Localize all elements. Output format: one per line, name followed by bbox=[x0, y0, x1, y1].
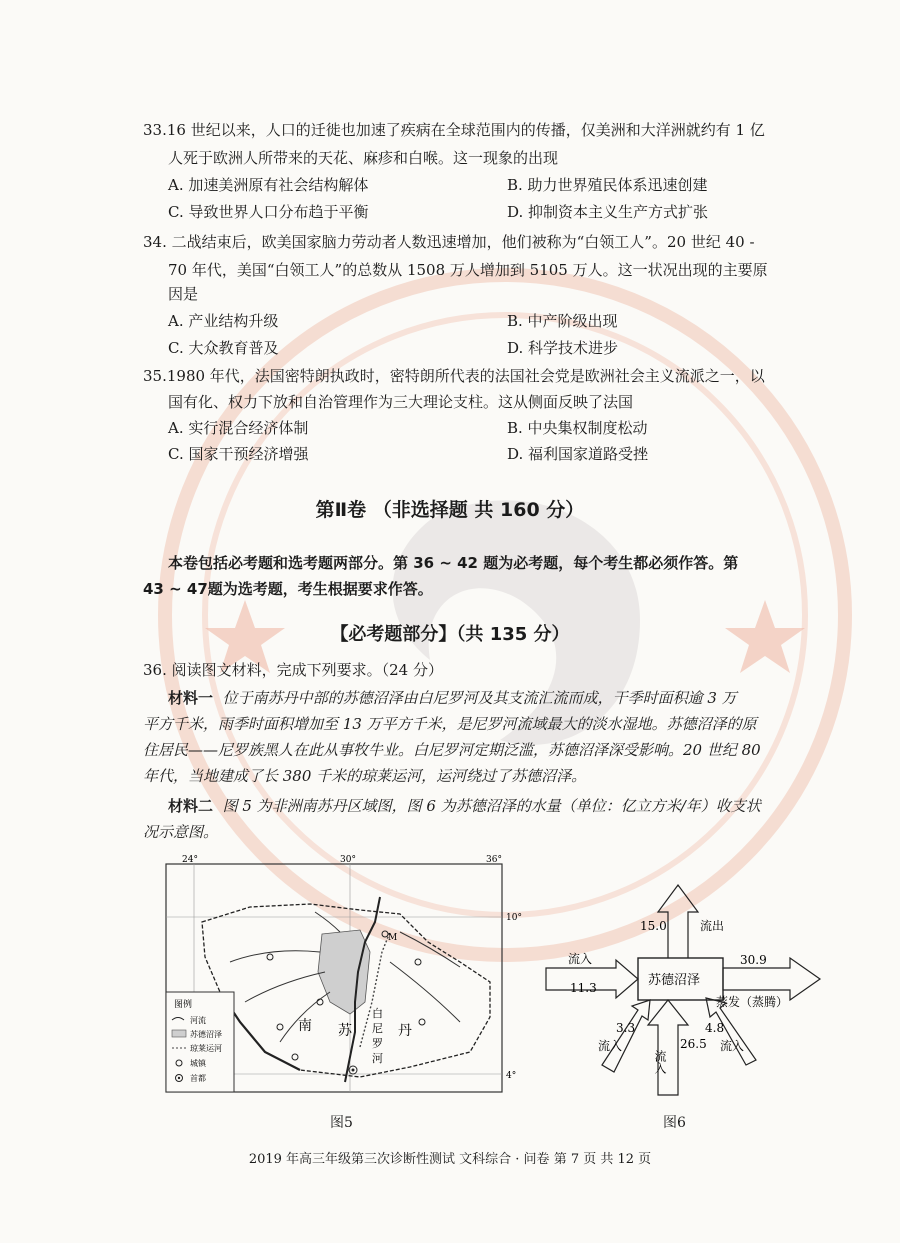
tributary-river bbox=[245, 972, 325, 1002]
q33-option-a: A. 加速美洲原有社会结构解体 bbox=[168, 176, 369, 194]
map-label-ni: 尼 bbox=[372, 1022, 383, 1035]
q36-material1-line2: 平方千米，雨季时面积增加至 13 万平方千米，是尼罗河流域最大的淡水湿地。苏德沼泽的原 bbox=[143, 715, 757, 733]
map-label-he: 河 bbox=[372, 1052, 383, 1065]
town-marker bbox=[415, 959, 421, 965]
inflow-left-value: 11.3 bbox=[570, 981, 597, 995]
q34-option-a: A. 产业结构升级 bbox=[168, 312, 279, 330]
legend-town-label: 城镇 bbox=[190, 1059, 206, 1068]
legend-canal-label: 琼莱运河 bbox=[190, 1044, 222, 1053]
lat-label-10: 10° bbox=[506, 913, 522, 923]
q34-option-c: C. 大众教育普及 bbox=[168, 339, 279, 357]
section2-intro-line1: 本卷包括必考题和选考题两部分。第 36 ~ 42 题为必考题，每个考生都必须作答。第 bbox=[168, 554, 739, 572]
legend-title: 图例 bbox=[174, 1000, 193, 1010]
q36-material2-line2: 况示意图。 bbox=[143, 823, 219, 841]
section2-intro-line2: 43 ~ 47题为选考题，考生根据要求作答。 bbox=[143, 580, 433, 598]
q35-option-a: A. 实行混合经济体制 bbox=[168, 419, 309, 437]
figure6-caption: 图6 bbox=[663, 1115, 686, 1131]
q36-material2-label: 材料二 bbox=[168, 797, 214, 815]
outflow-value: 15.0 bbox=[640, 919, 667, 933]
tributary-river bbox=[230, 951, 320, 962]
lon-label-24: 24° bbox=[182, 855, 198, 865]
swamp-box-label: 苏德沼泽 bbox=[648, 973, 701, 988]
inflow-bottom-label: 流入 bbox=[653, 1050, 667, 1074]
figure5-caption: 图5 bbox=[330, 1115, 353, 1131]
q36-material2-line1 bbox=[168, 796, 761, 816]
q36-material2-text1: 图 5 为非洲南苏丹区域图，图 6 为苏德沼泽的水量（单位：亿立方米/年）收支状 bbox=[222, 797, 761, 815]
map-label-luo: 罗 bbox=[372, 1037, 383, 1050]
legend-swamp-label: 苏德沼泽 bbox=[190, 1030, 222, 1039]
town-marker bbox=[267, 954, 273, 960]
inflow-bottom-value: 26.5 bbox=[680, 1037, 707, 1051]
tributary-river bbox=[280, 992, 330, 1042]
legend-swamp-symbol bbox=[172, 1030, 186, 1037]
q34-stem-line3: 因是 bbox=[168, 285, 199, 303]
figure5-map bbox=[160, 852, 520, 1102]
tributary-river bbox=[315, 912, 340, 932]
section2-title: 第Ⅱ卷 （非选择题 共 160 分） bbox=[315, 499, 585, 521]
required-section-title: 【必考题部分】（共 135 分） bbox=[330, 624, 570, 645]
tributary-river bbox=[390, 962, 460, 1022]
swamp-area bbox=[318, 930, 370, 1014]
inflow-bottom-right-value: 4.8 bbox=[705, 1021, 725, 1035]
q36-stem: 36. 阅读图文材料，完成下列要求。（24 分） bbox=[143, 661, 443, 679]
town-marker bbox=[277, 1024, 283, 1030]
q36-material1-line4: 年代，当地建成了长 380 千米的琼莱运河，运河绕过了苏德沼泽。 bbox=[143, 767, 587, 785]
inflow-bottom-left-label: 流入 bbox=[598, 1039, 623, 1053]
town-marker bbox=[317, 999, 323, 1005]
tributary-river bbox=[400, 932, 460, 967]
legend-capital-dot bbox=[178, 1077, 180, 1079]
q36-material1-line3: 住居民——尼罗族黑人在此从事牧牛业。白尼罗河定期泛滥，苏德沼泽深受影响。20 世纪 80 bbox=[143, 741, 761, 759]
q34-stem-line2: 70 年代，美国“白领工人”的总数从 1508 万人增加到 5105 万人。这一状况出现的主要原 bbox=[168, 261, 768, 279]
q36-material1-line1 bbox=[168, 688, 737, 708]
inflow-bottom-left-value: 3.3 bbox=[616, 1021, 636, 1035]
lat-label-4: 4° bbox=[506, 1071, 517, 1081]
q35-option-b: B. 中央集权制度松动 bbox=[507, 419, 648, 437]
q33-stem-line1: 33.16 世纪以来，人口的迁徙也加速了疾病在全球范围内的传播，仅美洲和大洋洲就约有 1 亿 bbox=[143, 121, 765, 139]
map-label-su: 苏 bbox=[338, 1023, 352, 1039]
q34-option-d: D. 科学技术进步 bbox=[507, 339, 619, 357]
q36-material1-label: 材料一 bbox=[168, 689, 214, 707]
town-marker bbox=[419, 1019, 425, 1025]
inflow-bottom-left-arrow bbox=[602, 1000, 650, 1072]
map-label-m: M bbox=[388, 933, 398, 943]
lon-label-36: 36° bbox=[486, 855, 502, 865]
q33-option-d: D. 抑制资本主义生产方式扩张 bbox=[507, 203, 709, 221]
capital-marker-inner bbox=[352, 1069, 355, 1072]
q35-option-d: D. 福利国家道路受挫 bbox=[507, 445, 649, 463]
q36-material1-text1: 位于南苏丹中部的苏德沼泽由白尼罗河及其支流汇流而成，干季时面积逾 3 万 bbox=[222, 689, 737, 707]
q33-option-c: C. 导致世界人口分布趋于平衡 bbox=[168, 203, 369, 221]
map-label-dan: 丹 bbox=[398, 1023, 412, 1039]
q35-option-c: C. 国家干预经济增强 bbox=[168, 445, 309, 463]
q33-stem-line2: 人死于欧洲人所带来的天花、麻疹和白喉。这一现象的出现 bbox=[168, 149, 559, 167]
figure6-diagram bbox=[540, 880, 830, 1105]
lon-label-30: 30° bbox=[340, 855, 356, 865]
evaporation-arrow bbox=[723, 958, 820, 1000]
legend-river-label: 河流 bbox=[190, 1016, 206, 1025]
inflow-bottom-right-label: 流入 bbox=[720, 1039, 745, 1053]
q35-stem-line2: 国有化、权力下放和自治管理作为三大理论支柱。这从侧面反映了法国 bbox=[168, 393, 634, 411]
map-label-bai: 白 bbox=[372, 1007, 383, 1020]
evaporation-label: 蒸发（蒸腾） bbox=[716, 995, 789, 1009]
inflow-left-label: 流入 bbox=[568, 952, 593, 966]
map-label-nan: 南 bbox=[298, 1018, 312, 1034]
page-footer: 2019 年高三年级第三次诊断性测试 文科综合 · 问卷 第 7 页 共 12 页 bbox=[248, 1152, 652, 1167]
q34-stem-line1: 34. 二战结束后，欧美国家脑力劳动者人数迅速增加，他们被称为“白领工人”。20 世纪 40 - bbox=[143, 233, 755, 251]
evaporation-value: 30.9 bbox=[740, 953, 767, 967]
q34-option-b: B. 中产阶级出现 bbox=[507, 312, 618, 330]
q35-stem-line1: 35.1980 年代，法国密特朗执政时，密特朗所代表的法国社会党是欧洲社会主义流派之一，以 bbox=[143, 367, 765, 385]
town-marker bbox=[292, 1054, 298, 1060]
legend-capital-label: 首都 bbox=[190, 1074, 206, 1083]
q33-option-b: B. 助力世界殖民体系迅速创建 bbox=[507, 176, 708, 194]
outflow-label: 流出 bbox=[700, 919, 725, 933]
